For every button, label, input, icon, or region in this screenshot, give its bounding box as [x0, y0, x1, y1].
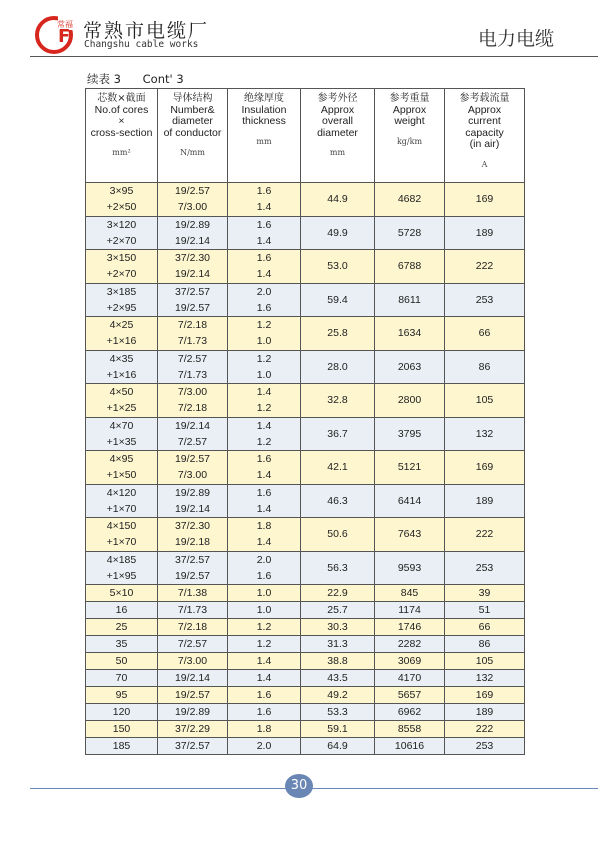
cell-insulation: 2.0: [228, 738, 301, 755]
cell-weight: 2282: [375, 636, 445, 653]
cell-diameter: 49.9: [301, 216, 375, 250]
header-unit: N/mm: [180, 148, 205, 157]
cell-current: 253: [445, 551, 525, 585]
cell-insulation: [228, 350, 301, 384]
cell-cores-line: 3×150: [106, 252, 137, 265]
cell-cores: [86, 283, 158, 317]
cell-insulation: [228, 417, 301, 451]
header-label-cn: 绝缘厚度: [244, 93, 284, 104]
svg-text:常福: 常福: [57, 20, 73, 29]
cell-insulation-line: 1.2: [256, 402, 272, 415]
cell-weight: 3069: [375, 653, 445, 670]
header-label-en: cross-section: [90, 126, 153, 139]
cell-diameter: 22.9: [301, 585, 375, 602]
cell-insulation: [228, 183, 301, 217]
cell-insulation-line: 2.0: [256, 553, 272, 566]
cell-insulation: 1.0: [228, 585, 301, 602]
table-header-row: [86, 89, 525, 183]
cell-cores: [86, 317, 158, 351]
header-label-en: current: [468, 115, 501, 127]
cell-conductor-line: 37/2.30: [174, 520, 211, 533]
cell-conductor: [158, 417, 228, 451]
cell-current: 189: [445, 484, 525, 518]
cell-conductor-line: 19/2.18: [174, 536, 211, 549]
cell-conductor: [158, 283, 228, 317]
cell-current: 105: [445, 653, 525, 670]
cell-insulation-line: 1.0: [256, 368, 272, 381]
cell-insulation-line: 1.6: [256, 252, 272, 265]
cell-weight: 5657: [375, 687, 445, 704]
cell-cores: 16: [86, 602, 158, 619]
cell-insulation-line: 1.4: [256, 268, 272, 281]
cell-conductor: 37/2.29: [158, 721, 228, 738]
cell-cores-line: +1×25: [106, 402, 137, 415]
cell-conductor-line: 7/2.57: [177, 435, 208, 448]
cell-cores-line: +1×70: [106, 536, 137, 549]
cell-current: 86: [445, 636, 525, 653]
cell-cores-line: +2×50: [106, 201, 137, 214]
cell-cores-line: +1×35: [106, 435, 137, 448]
cell-cores: 185: [86, 738, 158, 755]
header-label-en: (in air): [469, 138, 500, 150]
cell-insulation-line: 1.4: [256, 536, 272, 549]
cell-cores-line: +1×16: [106, 368, 137, 381]
cell-current: 169: [445, 183, 525, 217]
cell-conductor-line: 19/2.14: [174, 234, 211, 247]
table-row: [86, 250, 525, 284]
header-label-en: Approx: [320, 103, 355, 116]
cell-conductor-line: 7/3.00: [177, 469, 208, 482]
cell-conductor: [158, 317, 228, 351]
header-label-cn: 参考重量: [389, 93, 430, 104]
company-name-en: Changshu cable works: [84, 39, 199, 50]
cell-cores-line: 4×95: [109, 453, 134, 466]
cell-diameter: 44.9: [301, 183, 375, 217]
cell-current: 222: [445, 721, 525, 738]
cell-diameter: 43.5: [301, 670, 375, 687]
cell-insulation: [228, 216, 301, 250]
svg-text:F: F: [58, 26, 71, 47]
cell-cores-line: +1×50: [106, 469, 137, 482]
cell-insulation-line: 1.6: [256, 301, 272, 314]
cell-cores: [86, 183, 158, 217]
table-row: [86, 704, 525, 721]
header-divider: [30, 56, 598, 57]
header-unit: mm: [329, 148, 346, 157]
cell-cores: 50: [86, 653, 158, 670]
table-row: [86, 484, 525, 518]
cell-weight: 1634: [375, 317, 445, 351]
table-row: [86, 585, 525, 602]
cell-cores-line: 3×120: [106, 218, 137, 231]
cell-cores: 25: [86, 619, 158, 636]
cell-weight: 5728: [375, 216, 445, 250]
cell-weight: 9593: [375, 551, 445, 585]
cell-conductor: [158, 484, 228, 518]
cell-conductor: [158, 350, 228, 384]
caption-en: Cont' 3: [142, 72, 184, 86]
cell-conductor: 19/2.14: [158, 670, 228, 687]
cable-spec-table: [85, 88, 525, 755]
cell-current: 253: [445, 283, 525, 317]
table-row: [86, 451, 525, 485]
cell-insulation: 1.0: [228, 602, 301, 619]
cell-conductor-line: 37/2.57: [174, 553, 211, 566]
cell-insulation-line: 1.6: [256, 218, 272, 231]
cell-conductor-line: 37/2.57: [174, 285, 211, 298]
caption-cn: 续表 3: [87, 72, 121, 86]
cell-cores: [86, 384, 158, 418]
header-insulation: [228, 89, 301, 183]
cell-conductor-line: 7/3.00: [177, 201, 208, 214]
cell-cores: 35: [86, 636, 158, 653]
cell-weight: 4170: [375, 670, 445, 687]
cell-conductor-line: 19/2.89: [174, 486, 211, 499]
cell-conductor-line: 19/2.89: [174, 218, 211, 231]
cell-cores-line: 3×95: [109, 185, 134, 198]
cell-cores-line: 3×185: [106, 285, 137, 298]
header-unit: kg/km: [396, 136, 423, 146]
table-row: [86, 636, 525, 653]
cell-insulation-line: 1.6: [256, 569, 272, 582]
header-label-en: ×: [118, 115, 125, 127]
cell-current: 253: [445, 738, 525, 755]
cell-conductor: 19/2.57: [158, 687, 228, 704]
cell-current: 66: [445, 317, 525, 351]
header-weight: [375, 89, 445, 183]
company-logo: [34, 14, 78, 54]
cell-cores-line: +1×16: [106, 335, 137, 348]
cell-insulation: 1.8: [228, 721, 301, 738]
cell-diameter: 50.6: [301, 518, 375, 552]
cell-cores-line: +1×95: [106, 569, 137, 582]
cell-diameter: 30.3: [301, 619, 375, 636]
cell-conductor-line: 19/2.14: [174, 419, 211, 432]
cell-conductor: 19/2.89: [158, 704, 228, 721]
cell-conductor: [158, 518, 228, 552]
table-row: [86, 317, 525, 351]
cell-weight: 1746: [375, 619, 445, 636]
table-row: [86, 687, 525, 704]
header-label-en: overall: [322, 115, 353, 127]
cell-cores-line: +2×95: [106, 301, 137, 314]
cell-cores-line: 4×50: [109, 386, 134, 399]
cell-cores-line: 4×185: [106, 553, 137, 566]
cell-insulation-line: 1.2: [256, 319, 272, 332]
table-row: [86, 653, 525, 670]
cell-conductor: [158, 216, 228, 250]
cell-cores: [86, 216, 158, 250]
cell-diameter: 25.7: [301, 602, 375, 619]
cell-current: 105: [445, 384, 525, 418]
cell-insulation-line: 1.4: [256, 201, 272, 214]
cell-conductor: [158, 451, 228, 485]
cell-insulation-line: 1.6: [256, 453, 272, 466]
table-row: [86, 619, 525, 636]
header-label-en: Insulation: [241, 103, 287, 116]
cell-conductor-line: 19/2.57: [174, 569, 211, 582]
cell-diameter: 36.7: [301, 417, 375, 451]
cell-current: 189: [445, 704, 525, 721]
cell-conductor-line: 7/2.18: [177, 319, 208, 332]
table-row: [86, 183, 525, 217]
cell-conductor-line: 7/1.73: [177, 368, 208, 381]
header-label-en: Approx: [467, 103, 502, 116]
cell-cores-line: +1×70: [106, 502, 137, 515]
cell-cores: [86, 350, 158, 384]
header-label-en: of conductor: [163, 126, 222, 139]
cell-weight: 3795: [375, 417, 445, 451]
table-row: [86, 518, 525, 552]
cell-diameter: 49.2: [301, 687, 375, 704]
header-unit: mm: [256, 136, 272, 146]
header-diameter: [301, 89, 375, 183]
cell-conductor-line: 7/3.00: [177, 386, 208, 399]
cell-conductor: 7/1.38: [158, 585, 228, 602]
cell-diameter: 64.9: [301, 738, 375, 755]
cell-weight: 6788: [375, 250, 445, 284]
cell-diameter: 38.8: [301, 653, 375, 670]
cell-diameter: 25.8: [301, 317, 375, 351]
table-row: [86, 384, 525, 418]
cell-insulation-line: 1.2: [256, 352, 272, 365]
page-number: 30: [290, 778, 308, 793]
table-row: [86, 216, 525, 250]
cell-insulation-line: 2.0: [256, 285, 272, 298]
cell-conductor-line: 37/2.30: [174, 252, 211, 265]
cell-current: 222: [445, 250, 525, 284]
cell-weight: 8611: [375, 283, 445, 317]
page-number-badge: [284, 773, 314, 799]
cell-current: 39: [445, 585, 525, 602]
cell-weight: 1174: [375, 602, 445, 619]
footer-divider: [30, 788, 598, 789]
cell-insulation: 1.6: [228, 704, 301, 721]
cell-diameter: 59.4: [301, 283, 375, 317]
cell-insulation: [228, 451, 301, 485]
table-caption: [87, 71, 202, 87]
header-label-en: Number&: [170, 103, 215, 116]
cell-cores-line: +2×70: [106, 234, 137, 247]
cell-conductor-line: 7/2.18: [177, 402, 208, 415]
cell-insulation-line: 1.4: [256, 386, 272, 399]
cell-insulation-line: 1.8: [256, 520, 272, 533]
cell-weight: 2063: [375, 350, 445, 384]
cell-conductor-line: 19/2.57: [174, 301, 211, 314]
cell-weight: 6414: [375, 484, 445, 518]
cell-current: 189: [445, 216, 525, 250]
header-conductor: [158, 89, 228, 183]
header-unit: mm²: [112, 148, 131, 157]
table-row: [86, 551, 525, 585]
cell-conductor-line: 7/1.73: [177, 335, 208, 348]
header-label-en: Approx: [392, 103, 427, 116]
cell-cores: 70: [86, 670, 158, 687]
cell-cores-line: 4×120: [106, 486, 137, 499]
cell-insulation-line: 1.2: [256, 435, 272, 448]
company-name-cn: 常熟市电缆厂: [83, 20, 210, 42]
cell-weight: 6962: [375, 704, 445, 721]
cell-insulation: [228, 317, 301, 351]
cell-cores: 150: [86, 721, 158, 738]
header-label-en: thickness: [242, 115, 286, 127]
cell-weight: 5121: [375, 451, 445, 485]
cell-conductor: 37/2.57: [158, 738, 228, 755]
cell-insulation-line: 1.4: [256, 419, 272, 432]
cell-cores: 95: [86, 687, 158, 704]
cell-current: 169: [445, 451, 525, 485]
cell-insulation-line: 1.4: [256, 502, 272, 515]
cell-weight: 845: [375, 585, 445, 602]
header-label-en: No.of cores: [94, 103, 149, 116]
cell-conductor-line: 19/2.57: [174, 453, 211, 466]
header-label-cn: 导体结构: [172, 93, 213, 104]
table-row: [86, 602, 525, 619]
cell-weight: 2800: [375, 384, 445, 418]
header-label-cn: 参考外径: [317, 93, 358, 104]
cell-conductor: [158, 250, 228, 284]
cell-insulation: 1.2: [228, 636, 301, 653]
cell-weight: 10616: [375, 738, 445, 755]
cell-current: 66: [445, 619, 525, 636]
cell-insulation: 1.4: [228, 653, 301, 670]
section-title: 电力电缆: [478, 28, 555, 50]
cell-cores: 5×10: [86, 585, 158, 602]
cell-conductor-line: 19/2.57: [174, 185, 211, 198]
cell-insulation: [228, 484, 301, 518]
header-label-en: diameter: [172, 115, 213, 127]
cell-diameter: 56.3: [301, 551, 375, 585]
cell-conductor: 7/3.00: [158, 653, 228, 670]
header-label-en: diameter: [317, 126, 358, 139]
table-row: [86, 283, 525, 317]
cell-insulation-line: 1.6: [256, 486, 272, 499]
cell-insulation: 1.6: [228, 687, 301, 704]
cell-cores: [86, 451, 158, 485]
header-label-en: weight: [394, 115, 425, 127]
cell-cores-line: 4×150: [106, 520, 137, 533]
cell-insulation: 1.2: [228, 619, 301, 636]
cell-insulation-line: 1.0: [256, 335, 272, 348]
cell-current: 132: [445, 417, 525, 451]
cell-conductor-line: 7/2.57: [177, 352, 208, 365]
cell-weight: 8558: [375, 721, 445, 738]
cell-conductor: [158, 384, 228, 418]
cell-conductor: 7/2.18: [158, 619, 228, 636]
cell-current: 51: [445, 602, 525, 619]
table-row: [86, 670, 525, 687]
cell-cores: [86, 250, 158, 284]
cell-current: 86: [445, 350, 525, 384]
cell-cores: [86, 417, 158, 451]
table-body: [86, 183, 525, 755]
cell-conductor-line: 19/2.14: [174, 268, 211, 281]
cell-current: 132: [445, 670, 525, 687]
cell-conductor: 7/1.73: [158, 602, 228, 619]
cell-diameter: 28.0: [301, 350, 375, 384]
header-current: [445, 89, 525, 183]
header-cores: [86, 89, 158, 183]
cell-insulation-line: 1.4: [256, 469, 272, 482]
cell-conductor: [158, 183, 228, 217]
cell-conductor-line: 19/2.14: [174, 502, 211, 515]
cell-cores-line: 4×35: [109, 352, 134, 365]
header-label-cn: 参考载流量: [459, 93, 510, 104]
table-row: [86, 417, 525, 451]
cell-weight: 4682: [375, 183, 445, 217]
cell-current: 169: [445, 687, 525, 704]
page-header: [0, 0, 599, 62]
cell-insulation: [228, 250, 301, 284]
header-unit: A: [481, 159, 488, 169]
cell-current: 222: [445, 518, 525, 552]
cell-diameter: 53.3: [301, 704, 375, 721]
cell-diameter: 32.8: [301, 384, 375, 418]
cell-diameter: 59.1: [301, 721, 375, 738]
cell-insulation: [228, 384, 301, 418]
cell-cores: 120: [86, 704, 158, 721]
cell-insulation-line: 1.6: [256, 185, 272, 198]
cell-diameter: 46.3: [301, 484, 375, 518]
cell-insulation: 1.4: [228, 670, 301, 687]
cell-cores: [86, 551, 158, 585]
table-row: [86, 721, 525, 738]
cell-insulation: [228, 283, 301, 317]
cell-cores-line: 4×70: [109, 419, 134, 432]
table-row: [86, 350, 525, 384]
cell-diameter: 53.0: [301, 250, 375, 284]
cell-insulation: [228, 518, 301, 552]
cell-conductor: 7/2.57: [158, 636, 228, 653]
cell-conductor: [158, 551, 228, 585]
cell-cores: [86, 518, 158, 552]
header-label-en: capacity: [465, 126, 504, 139]
cell-cores-line: 4×25: [109, 319, 134, 332]
table-row: [86, 738, 525, 755]
cell-diameter: 31.3: [301, 636, 375, 653]
cell-insulation-line: 1.4: [256, 234, 272, 247]
cell-weight: 7643: [375, 518, 445, 552]
cell-cores-line: +2×70: [106, 268, 137, 281]
cell-cores: [86, 484, 158, 518]
cell-diameter: 42.1: [301, 451, 375, 485]
cell-insulation: [228, 551, 301, 585]
header-label-cn: 芯数×截面: [97, 93, 146, 104]
